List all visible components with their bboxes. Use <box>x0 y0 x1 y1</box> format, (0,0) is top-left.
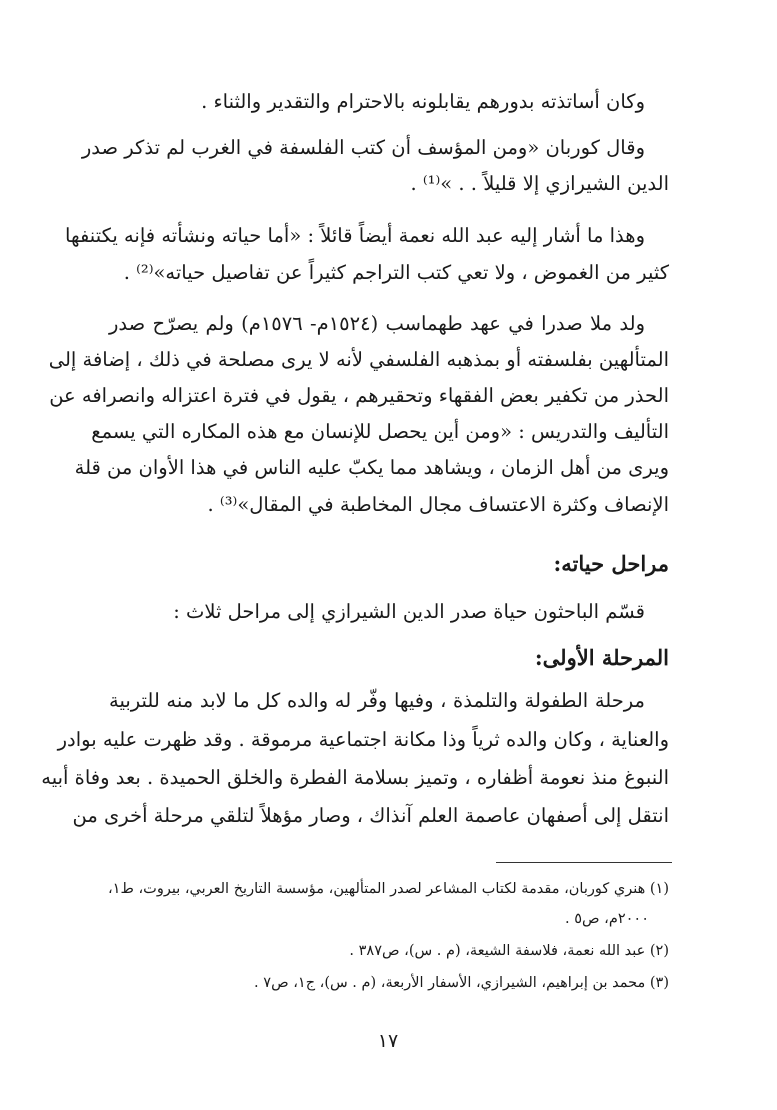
paragraph-line: انتقل إلى أصفهان عاصمة العلم آنذاك ، وصار مؤهلاً لتلقي مرحلة أخرى من <box>72 804 669 827</box>
paragraph-line: قسّم الباحثون حياة صدر الدين الشيرازي إلى مراحل ثلاث : <box>173 600 645 623</box>
paragraph-line: كثير من الغموض ، ولا تعي كتب التراجم كثيراً عن تفاصيل حياته»⁽²⁾ . <box>123 261 669 284</box>
section-heading-life-stages: مراحل حياته: <box>553 551 669 576</box>
footnote-2: (٢) عبد الله نعمة، فلاسفة الشيعة، (م . س)، ص٣٨٧ . <box>349 943 669 959</box>
footnote-1-continuation: ٢٠٠٠م، ص٥ . <box>565 911 649 927</box>
paragraph-line: ويرى من أهل الزمان ، ويشاهد مما يكبّ عليه الناس في هذا الأوان من قلة <box>74 456 669 479</box>
paragraph-line: وكان أساتذته بدورهم يقابلونه بالاحترام والتقدير والثناء . <box>201 90 645 113</box>
paragraph-line: الإنصاف وكثرة الاعتساف مجال المخاطبة في المقال»⁽³⁾ . <box>207 493 669 516</box>
paragraph-line: ولد ملا صدرا في عهد طهماسب (١٥٢٤م- ١٥٧٦م) ولم يصرّح صدر <box>109 312 645 335</box>
paragraph-line: المتألهين بفلسفته أو بمذهبه الفلسفي لأنه لا يرى مصلحة في ذلك ، إضافة إلى <box>48 348 669 371</box>
footnote-3: (٣) محمد بن إبراهيم، الشيرازي، الأسفار الأربعة، (م . س)، ج١، ص٧ . <box>254 975 669 991</box>
section-heading-first-stage: المرحلة الأولى: <box>534 645 669 670</box>
paragraph-line: الحذر من تكفير بعض الفقهاء وتحقيرهم ، يقول في فترة اعتزاله وانصرافه عن <box>49 384 669 407</box>
page-number: ١٧ <box>377 1030 399 1052</box>
paragraph-line: وقال كوربان «ومن المؤسف أن كتب الفلسفة في الغرب لم تذكر صدر <box>81 136 645 159</box>
paragraph-line: وهذا ما أشار إليه عبد الله نعمة أيضاً قائلاً : «أما حياته ونشأته فإنه يكتنفها <box>65 224 645 247</box>
footnote-divider <box>496 862 672 863</box>
paragraph-line: التأليف والتدريس : «ومن أين يحصل للإنسان مع هذه المكاره التي يسمع <box>91 420 669 443</box>
footnote-1: (١) هنري كوربان، مقدمة لكتاب المشاعر لصدر المتألهين، مؤسسة التاريخ العربي، بيروت، ط١، <box>107 881 669 897</box>
paragraph-line: الدين الشيرازي إلا قليلاً . . »⁽¹⁾ . <box>410 172 669 195</box>
paragraph-line: النبوغ منذ نعومة أظفاره ، وتميز بسلامة الفطرة والخلق الحميدة . بعد وفاة أبيه <box>41 766 669 789</box>
paragraph-line: والعناية ، وكان والده ثرياً وذا مكانة اجتماعية مرموقة . وقد ظهرت عليه بوادر <box>57 728 669 751</box>
paragraph-line: مرحلة الطفولة والتلمذة ، وفيها وفّر له والده كل ما لابد منه للتربية <box>109 689 645 712</box>
